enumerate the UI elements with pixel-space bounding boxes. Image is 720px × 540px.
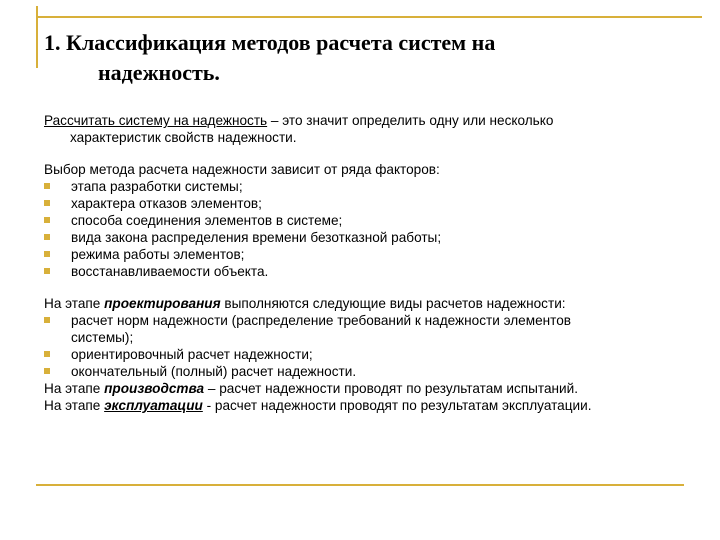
design-calc-item-text: окончательный (полный) расчет надежности. [71,364,357,379]
factor-item-text: вида закона распределения времени безотказной работы; [71,230,442,245]
production-stage-term: производства [104,381,205,396]
spacer [44,146,694,161]
top-horizontal-rule [36,16,702,18]
design-stage-term: проектирования [104,296,221,311]
factor-item-text: этапа разработки системы; [71,179,243,194]
factor-item-text: способа соединения элементов в системе; [71,213,343,228]
factor-item-text: восстанавливаемости объекта. [71,264,269,279]
intro-line-2: характеристик свойств надежности. [70,130,297,145]
bullet-square-icon [44,217,50,223]
factor-item-text: режима работы элементов; [71,247,245,262]
production-prefix: На этапе [44,381,105,396]
operation-stage-line [44,397,694,414]
title-line-1: 1. Классификация методов расчета систем на [44,30,496,55]
operation-prefix: На этапе [44,398,105,413]
bullet-square-icon [44,200,50,206]
factor-item-text: характера отказов элементов; [71,196,262,211]
bullet-square-icon [44,368,50,374]
title-line-2: надежность. [98,60,220,85]
bullet-square-icon [44,268,50,274]
intro-underlined-term: Рассчитать систему на надежность [44,113,268,128]
slide-body [44,112,694,414]
factor-item [44,263,694,280]
factor-item [44,195,694,212]
design-calc-item [44,312,694,346]
operation-stage-term: эксплуатации [104,398,203,413]
bullet-square-icon [44,351,50,357]
design-calc-item-text-cont: системы); [71,330,134,345]
factor-item [44,246,694,263]
intro-line-1-rest: – это значит определить одну или несколько [267,113,554,128]
design-calc-list [44,312,694,380]
bullet-square-icon [44,251,50,257]
design-suffix: выполняются следующие виды расчетов надежности: [220,296,566,311]
spacer [44,280,694,295]
bullet-square-icon [44,183,50,189]
factors-heading: Выбор метода расчета надежности зависит от ряда факторов: [44,162,440,177]
production-stage-line [44,380,694,397]
design-calc-item [44,363,694,380]
design-calc-item-text: ориентировочный расчет надежности; [71,347,313,362]
intro-paragraph [44,112,694,129]
design-calc-item-text: расчет норм надежности (распределение требований к надежности элементов [71,313,571,328]
factors-list [44,178,694,280]
factor-item [44,178,694,195]
bullet-square-icon [44,317,50,323]
design-calc-item [44,346,694,363]
factor-item [44,212,694,229]
bullet-square-icon [44,234,50,240]
factor-item [44,229,694,246]
slide-title [44,28,684,88]
design-prefix: На этапе [44,296,105,311]
production-suffix: – расчет надежности проводят по результатам испытаний. [204,381,578,396]
design-stage-line [44,295,694,312]
operation-suffix: - расчет надежности проводят по результатам эксплуатации. [202,398,592,413]
bottom-horizontal-rule [36,484,684,486]
